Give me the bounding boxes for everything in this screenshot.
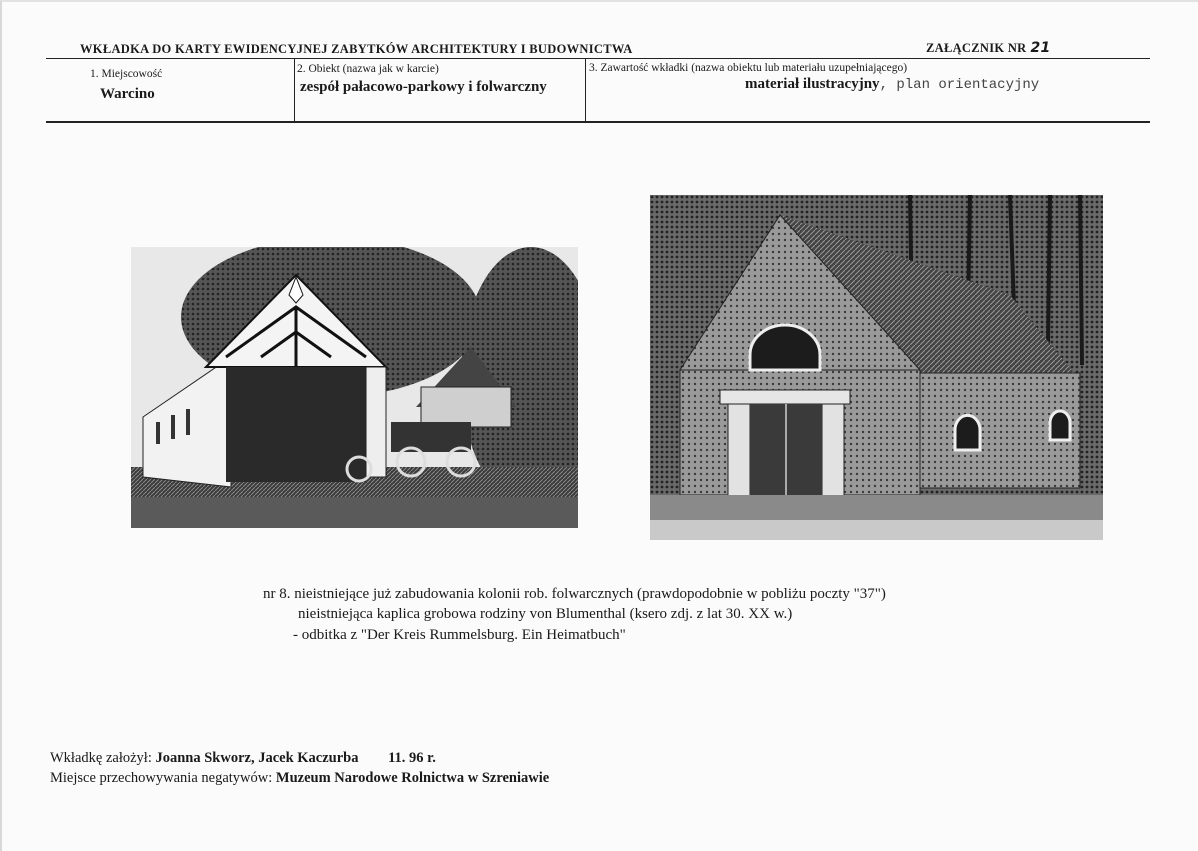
authors-label: Wkładkę założył: <box>50 750 152 766</box>
content-extra-text: , plan orientacyjny <box>879 77 1040 93</box>
locality-value: Warcino <box>100 86 155 102</box>
object-label: 2. Obiekt (nazwa jak w karcie) <box>297 63 439 75</box>
caption-line-2: nieistniejąca kaplica grobowa rodziny von Blumenthal (ksero zdj. z lat 30. XX w.) <box>298 606 793 622</box>
annex-number <box>926 40 1051 56</box>
authors-date: 11. 96 r. <box>388 750 436 766</box>
content-label: 3. Zawartość wkładki (nazwa obiektu lub materiału uzupełniającego) <box>589 62 908 74</box>
content-value <box>745 76 1039 93</box>
object-value: zespół pałacowo-parkowy i folwarczny <box>300 79 547 95</box>
authors-line <box>50 750 436 767</box>
caption-line-1: nr 8. nieistniejące już zabudowania kolonii rob. folwarcznych (prawdopodobnie w pobliżu poczty "37") <box>263 586 886 602</box>
photo-burial-chapel <box>650 195 1103 540</box>
negatives-label: Miejsce przechowywania negatywów: <box>50 770 273 786</box>
annex-number-value: 21 <box>1030 40 1051 56</box>
locality-label: 1. Miejscowość <box>90 68 163 80</box>
header-rule-bottom <box>46 121 1150 123</box>
photo-farm-buildings <box>131 247 578 528</box>
document-title: WKŁADKA DO KARTY EWIDENCYJNEJ ZABYTKÓW ARCHITEKTURY I BUDOWNICTWA <box>80 42 633 56</box>
content-value-text: materiał ilustracyjny <box>745 76 880 92</box>
caption-line-3: - odbitka z "Der Kreis Rummelsburg. Ein Heimatbuch" <box>293 627 626 643</box>
field-divider <box>585 59 586 122</box>
header-rule-top <box>46 58 1150 59</box>
negatives-location: Muzeum Narodowe Rolnictwa w Szreniawie <box>275 770 550 786</box>
field-divider <box>294 59 295 122</box>
annex-label: ZAŁĄCZNIK NR <box>926 41 1027 55</box>
negatives-line <box>50 770 549 787</box>
authors-names: Joanna Skworz, Jacek Kaczurba <box>155 750 359 766</box>
